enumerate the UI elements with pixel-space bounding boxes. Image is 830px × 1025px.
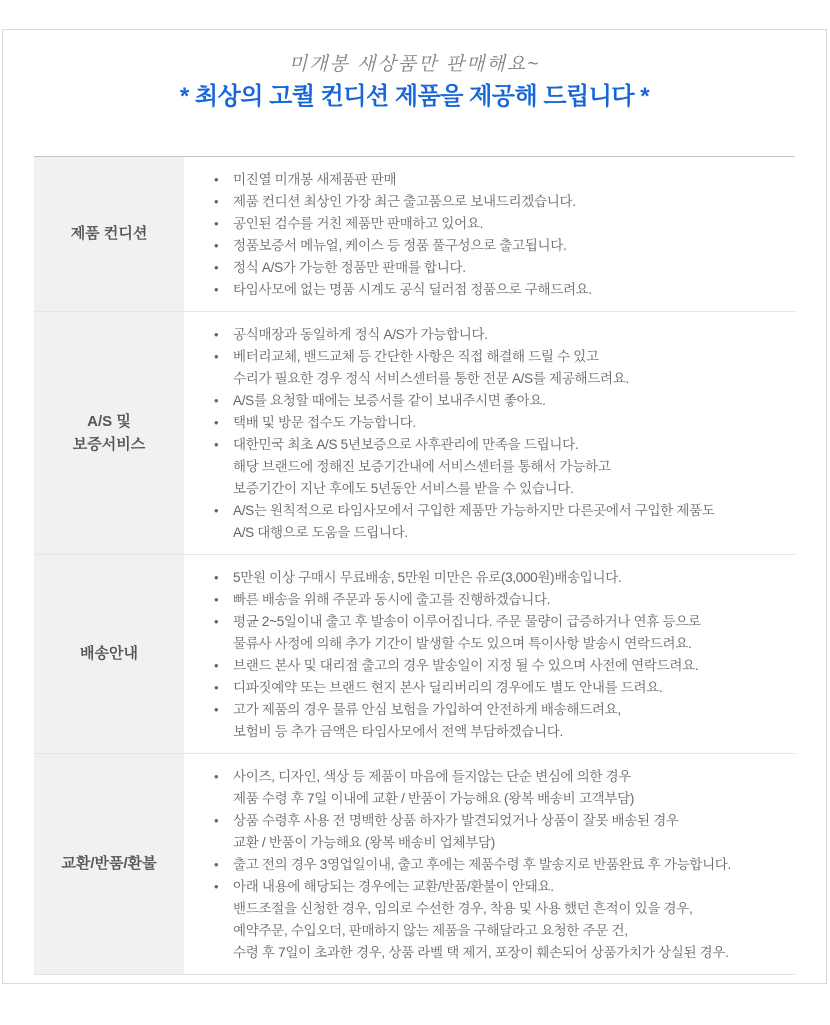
bullet-line: • A/S를 요청할 때에는 보증서를 같이 보내주시면 좋아요. [233, 393, 546, 408]
bullet-list [212, 766, 789, 964]
bullet-line: • 대한민국 최초 A/S 5년보증으로 사후관리에 만족을 드립니다. [233, 437, 579, 452]
bullet-item [212, 434, 789, 500]
bullet-continuation-line: 수령 후 7일이 초과한 경우, 상품 라벨 택 제거, 포장이 훼손되어 상품가치가 상실된 경우. [233, 945, 729, 960]
bullet-item [212, 191, 789, 213]
bullet-continuation-line: 교환 / 반품이 가능해요 (왕복 배송비 업체부담) [233, 835, 495, 850]
bullet-item [212, 257, 789, 279]
section-row [34, 554, 795, 753]
bullet-item [212, 390, 789, 412]
bullet-line: • 공인된 검수를 거친 제품만 판매하고 있어요. [233, 216, 484, 231]
bullet-line: • 타임사모에 없는 명품 시계도 공식 딜러점 정품으로 구해드려요. [233, 282, 592, 297]
bullet-item [212, 324, 789, 346]
section-content [184, 754, 795, 974]
bullet-list [212, 567, 789, 743]
section-label-line: 배송안내 [80, 645, 138, 663]
bullet-continuation-line: 제품 수령 후 7일 이내에 교환 / 반품이 가능해요 (왕복 배송비 고객부담) [233, 791, 635, 806]
bullet-line: • 디파짓예약 또는 브랜드 현지 본사 딜리버리의 경우에도 별도 안내를 드려요. [233, 680, 663, 695]
bullet-line: • 고가 제품의 경우 물류 안심 보험을 가입하여 안전하게 배송해드려요, [233, 702, 621, 717]
section-label [34, 312, 184, 554]
section-content [184, 157, 795, 311]
info-table [34, 156, 795, 975]
bullet-continuation-line: A/S 대행으로 도움을 드립니다. [233, 525, 408, 540]
section-label [34, 555, 184, 753]
bullet-line: • 브랜드 본사 및 대리점 출고의 경우 발송일이 지정 될 수 있으며 사전에 연락드려요. [233, 658, 699, 673]
header [3, 30, 826, 113]
bullet-continuation-line: 수리가 필요한 경우 정식 서비스센터를 통한 전문 A/S를 제공해드려요. [233, 371, 629, 386]
bullet-line: • A/S는 원칙적으로 타임사모에서 구입한 제품만 가능하지만 다른곳에서 구입한 제품도 [233, 503, 715, 518]
section-content [184, 555, 795, 753]
content-frame [2, 29, 827, 984]
bullet-line: • 출고 전의 경우 3영업일이내, 출고 후에는 제품수령 후 발송지로 반품완료 후 가능합니다. [233, 857, 732, 872]
bullet-item [212, 412, 789, 434]
bullet-line: • 상품 수령후 사용 전 명백한 상품 하자가 발견되었거나 상품이 잘못 배송된 경우 [233, 813, 679, 828]
bullet-item [212, 235, 789, 257]
bullet-line: • 빠른 배송을 위해 주문과 동시에 출고를 진행하겠습니다. [233, 592, 551, 607]
bullet-continuation-line: 물류사 사정에 의해 추가 기간이 발생할 수도 있으며 특이사항 발송시 연락드려요. [233, 636, 692, 651]
section-label-line: A/S 및 [87, 412, 131, 430]
bullet-item [212, 500, 789, 544]
bullet-item [212, 279, 789, 301]
bullet-line: • 사이즈, 디자인, 색상 등 제품이 마음에 들지않는 단순 변심에 의한 경우 [233, 769, 632, 784]
bullet-line: • 베터리교체, 밴드교체 등 간단한 사항은 직접 해결해 드릴 수 있고 [233, 349, 599, 364]
section-label-line: 보증서비스 [72, 436, 146, 453]
bullet-item [212, 611, 789, 655]
bullet-line: • 정식 A/S가 가능한 정품만 판매를 합니다. [233, 260, 466, 275]
bullet-line: • 택배 및 방문 접수도 가능합니다. [233, 415, 416, 430]
bullet-item [212, 655, 789, 677]
bullet-line: • 공식매장과 동일하게 정식 A/S가 가능합니다. [233, 327, 488, 342]
bullet-line: • 아래 내용에 해당되는 경우에는 교환/반품/환불이 안돼요. [233, 879, 554, 894]
bullet-item [212, 169, 789, 191]
bullet-list [212, 169, 789, 301]
section-content [184, 312, 795, 554]
bullet-item [212, 567, 789, 589]
section-row [34, 311, 795, 554]
section-row [34, 157, 795, 311]
bullet-item [212, 854, 789, 876]
bullet-item [212, 213, 789, 235]
section-row [34, 753, 795, 974]
page-title: * 최상의 고퀄 컨디션 제품을 제공해 드립니다 * [179, 83, 650, 110]
bullet-list [212, 324, 789, 544]
bullet-continuation-line: 밴드조절을 신청한 경우, 임의로 수선한 경우, 착용 및 사용 했던 흔적이 있을 경우, [233, 901, 693, 916]
bullet-item [212, 699, 789, 743]
bullet-continuation-line: 보험비 등 추가 금액은 타임사모에서 전액 부담하겠습니다. [233, 724, 563, 739]
bullet-continuation-line: 해당 브랜드에 정해진 보증기간내에 서비스센터를 통해서 가능하고 [233, 459, 611, 474]
bullet-item [212, 589, 789, 611]
bullet-continuation-line: 보증기간이 지난 후에도 5년동안 서비스를 받을 수 있습니다. [233, 481, 574, 496]
bullet-line: • 제품 컨디션 최상인 가장 최근 출고품으로 보내드리겠습니다. [233, 194, 576, 209]
bullet-line: • 정품보증서 메뉴얼, 케이스 등 정품 풀구성으로 출고됩니다. [233, 238, 567, 253]
bullet-line: • 평균 2~5일이내 출고 후 발송이 이루어집니다. 주문 물량이 급증하거나 연휴 등으로 [233, 614, 701, 629]
bullet-item [212, 810, 789, 854]
bullet-item [212, 876, 789, 964]
section-label-line: 교환/반품/환불 [61, 855, 157, 873]
section-label-line: 제품 컨디션 [70, 225, 148, 243]
bullet-continuation-line: 예약주문, 수입오더, 판매하지 않는 제품을 구해달라고 요청한 주문 건, [233, 923, 628, 938]
section-label [34, 157, 184, 311]
bullet-line: • 5만원 이상 구매시 무료배송, 5만원 미만은 유로(3,000원)배송입니다. [233, 570, 622, 585]
bullet-line: • 미진열 미개봉 새제품판 판매 [233, 172, 397, 187]
handwritten-note: 미개봉 새상품만 판매해요~ [288, 54, 541, 75]
bullet-item [212, 677, 789, 699]
bullet-item [212, 346, 789, 390]
section-label [34, 754, 184, 974]
bullet-item [212, 766, 789, 810]
